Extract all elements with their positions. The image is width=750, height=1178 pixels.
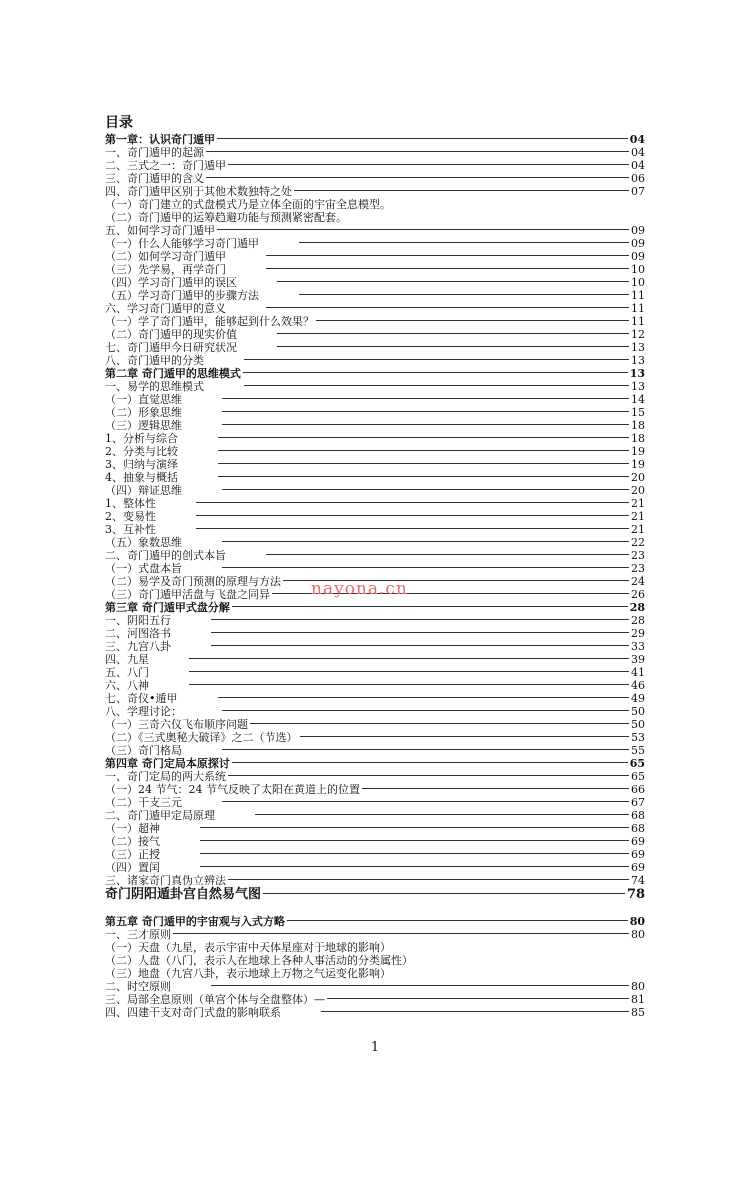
toc-leader-line (211, 632, 629, 633)
toc-entry[interactable] (105, 523, 645, 536)
toc-entry-page: 69 (631, 835, 645, 848)
toc-entry-page: 65 (631, 770, 645, 783)
toc-entry-title: 二、奇门遁甲定局原理 (105, 809, 215, 822)
toc-leader-line (266, 255, 629, 256)
toc-entry[interactable] (105, 393, 645, 406)
toc-entry-page: 68 (631, 809, 645, 822)
toc-entry-title: 三、诸家奇门真伪立辨法 (105, 874, 226, 887)
toc-entry-page: 33 (631, 640, 645, 653)
toc-entry[interactable] (105, 250, 645, 263)
toc-entry-title: 第五章 奇门遁甲的宇宙观与入式方略 (105, 915, 285, 928)
toc-entry[interactable] (105, 861, 645, 874)
toc-entry-page: 19 (631, 445, 645, 458)
toc-leader-line (211, 619, 629, 620)
toc-leader-line (218, 697, 630, 698)
toc-leader-line (222, 424, 629, 425)
toc-entry-title: 三、局部全息原则（单宫个体与全盘整体）— (105, 993, 325, 1006)
toc-entry[interactable] (105, 367, 645, 380)
toc-leader-line (250, 723, 629, 724)
toc-entry[interactable] (105, 614, 645, 627)
toc-leader-line (244, 359, 629, 360)
toc-entry[interactable] (105, 341, 645, 354)
toc-entry[interactable] (105, 770, 645, 783)
toc-entry-page: 13 (631, 380, 645, 393)
toc-leader-line (316, 320, 629, 321)
toc-entry[interactable] (105, 497, 645, 510)
toc-entry-page: 15 (631, 406, 645, 419)
toc-leader-line (300, 736, 630, 737)
toc-leader-line (200, 840, 629, 841)
toc-entry-page: 85 (631, 1006, 645, 1019)
toc-entry-title: 三、九宫八卦 (105, 640, 171, 653)
toc-leader-line (222, 801, 629, 802)
toc-entry-page: 29 (631, 627, 645, 640)
toc-entry[interactable] (105, 835, 645, 848)
toc-leader-line (277, 333, 629, 334)
toc-leader-line (277, 281, 629, 282)
toc-leader-line (244, 385, 629, 386)
toc-entry-page: 23 (631, 562, 645, 575)
toc-leader-line (263, 893, 625, 894)
toc-entry[interactable] (105, 159, 645, 172)
toc-entry[interactable] (105, 354, 645, 367)
toc-leader-line (189, 658, 629, 659)
toc-leader-line (189, 671, 629, 672)
toc-entry-title: （一）三奇六仪飞布顺序问题 (105, 718, 248, 731)
toc-entry-title: 一、三才原则 (105, 928, 171, 941)
toc-leader-line (211, 645, 629, 646)
toc-entry-page: 68 (631, 822, 645, 835)
toc-entry-page: 80 (629, 915, 645, 928)
toc-entry[interactable] (105, 809, 645, 822)
toc-entry[interactable] (105, 848, 645, 861)
toc-entry-title: 三、奇门遁甲的含义 (105, 172, 204, 185)
toc-entry-title: （三）正授 (105, 848, 160, 861)
toc-entry-page: 74 (631, 874, 645, 887)
toc-entry-title: （四）辩证思维 (105, 484, 182, 497)
toc-entry[interactable] (105, 915, 645, 928)
toc-entry-title: 3、归纳与演绎 (105, 458, 178, 471)
toc-entry[interactable] (105, 967, 645, 980)
toc-entry-page: 10 (631, 263, 645, 276)
toc-leader-line (200, 853, 629, 854)
toc-entry-title: 四、四建干支对奇门式盘的影响联系 (105, 1006, 281, 1019)
toc-entry-page: 80 (631, 980, 645, 993)
toc-entry-page: 81 (631, 993, 645, 1006)
toc-entry[interactable] (105, 211, 645, 224)
toc-entry-page: 23 (631, 549, 645, 562)
toc-entry[interactable] (105, 928, 645, 941)
toc-entry[interactable] (105, 666, 645, 679)
toc-entry[interactable] (105, 146, 645, 159)
toc-entry-page: 80 (631, 928, 645, 941)
toc-entry-title: 二、三式之一：奇门遁甲 (105, 159, 226, 172)
toc-entry-title: （二）易学及奇门预测的原理与方法 (105, 575, 281, 588)
toc-leader-line (206, 151, 629, 152)
toc-entry[interactable] (105, 458, 645, 471)
toc-entry[interactable] (105, 627, 645, 640)
toc-entry-title: （三）地盘（九宫八卦，表示地球上万物之气运变化影响） (105, 967, 391, 980)
toc-entry-page: 13 (631, 354, 645, 367)
toc-entry[interactable] (105, 328, 645, 341)
toc-entry-page: 55 (631, 744, 645, 757)
toc-entry-page: 50 (631, 705, 645, 718)
toc-entry-page: 04 (631, 146, 645, 159)
toc-leader-line (327, 998, 629, 999)
watermark: nayona.cn (311, 579, 408, 599)
toc-leader-line (321, 1011, 629, 1012)
toc-leader-line (218, 437, 629, 438)
toc-entry[interactable] (105, 744, 645, 757)
toc-entry-title: （四）学习奇门遁甲的误区 (105, 276, 237, 289)
toc-entry-title: （二）奇门遁甲的运筹趋避功能与预测紧密配套。 (105, 211, 347, 224)
toc-entry[interactable] (105, 471, 645, 484)
toc-entry-page: 10 (631, 276, 645, 289)
toc-entry-page: 46 (631, 679, 645, 692)
toc-leader-line (200, 866, 629, 867)
toc-leader-line (222, 749, 629, 750)
toc-entry-page: 18 (631, 419, 645, 432)
toc-entry[interactable] (105, 380, 645, 393)
toc-entry-page: 28 (631, 614, 645, 627)
toc-entry-page: 26 (631, 588, 645, 601)
toc-leader-line (277, 346, 629, 347)
toc-entry-title: 一、奇门遁甲的起源 (105, 146, 204, 159)
toc-entry-page: 21 (631, 497, 645, 510)
toc-entry-page: 18 (631, 432, 645, 445)
toc-entry-title: 奇门阴阳遁卦宫自然易气图 (105, 887, 262, 902)
toc-entry-page: 53 (631, 731, 645, 744)
toc-leader-line (243, 372, 628, 373)
toc-entry-title: （三）奇门遁甲活盘与飞盘之同异 (105, 588, 270, 601)
toc-entry-page: 69 (631, 848, 645, 861)
toc-entry[interactable] (105, 954, 645, 967)
toc-entry[interactable] (105, 993, 645, 1006)
toc-entry-title: （一）学了奇门遁甲，能够起到什么效果？ (105, 315, 314, 328)
toc-entry[interactable] (105, 601, 645, 614)
toc-entry-title: （三）逻辑思维 (105, 419, 182, 432)
toc-entry-title: （三）奇门格局 (105, 744, 182, 757)
toc-entry-page: 78 (626, 887, 645, 902)
toc-leader-line (232, 606, 628, 607)
toc-entry-title: （一）天盘（九星，表示宇宙中天体星座对于地球的影响） (105, 941, 391, 954)
toc-leader-line (299, 242, 629, 243)
toc-entry[interactable] (105, 941, 645, 954)
toc-entry[interactable] (105, 224, 645, 237)
toc-entry-title: （一）式盘本旨 (105, 562, 182, 575)
toc-entry[interactable] (105, 419, 645, 432)
toc-leader-line (206, 177, 629, 178)
toc-entry-title: （一）直觉思维 (105, 393, 182, 406)
toc-entry[interactable] (105, 185, 645, 198)
toc-entry-page: 21 (631, 523, 645, 536)
toc-leader-line (299, 294, 629, 295)
toc-entry-page: 09 (631, 250, 645, 263)
toc-leader-line (266, 307, 629, 308)
toc-page (105, 114, 645, 1019)
page-number: 1 (370, 1040, 380, 1055)
toc-entry-title: （一）什么人能够学习奇门遁甲 (105, 237, 259, 250)
toc-entry[interactable] (105, 289, 645, 302)
toc-entry-title: 一、阴阳五行 (105, 614, 171, 627)
toc-entry-page: 12 (631, 328, 645, 341)
toc-entry-page: 14 (631, 393, 645, 406)
toc-entry-page: 13 (629, 367, 645, 380)
toc-entry[interactable] (105, 237, 645, 250)
toc-leader-line (218, 463, 629, 464)
toc-entry-title: 八、奇门遁甲的分类 (105, 354, 204, 367)
toc-entry-title: 四、九星 (105, 653, 149, 666)
toc-entry-page: 11 (631, 302, 645, 315)
toc-entry-title: 二、奇门遁甲的创式本旨 (105, 549, 226, 562)
toc-entry-title: 四、奇门遁甲区别于其他术数独特之处 (105, 185, 292, 198)
toc-entry-page: 28 (629, 601, 645, 614)
toc-leader-line (173, 933, 629, 934)
toc-entry[interactable] (105, 172, 645, 185)
toc-entry[interactable] (105, 887, 645, 903)
toc-entry[interactable] (105, 705, 645, 718)
toc-leader-line (255, 814, 629, 815)
toc-entry[interactable] (105, 133, 645, 146)
toc-entry-page: 50 (631, 718, 645, 731)
toc-entry[interactable] (105, 302, 645, 315)
toc-entry-page: 13 (631, 341, 645, 354)
toc-entry[interactable] (105, 432, 645, 445)
toc-entry-title: （五）象数思维 (105, 536, 182, 549)
toc-leader-line (218, 450, 629, 451)
toc-leader-line (217, 229, 629, 230)
toc-entry-title: （二）人盘（八门，表示人在地球上各种人事活动的分类属性） (105, 954, 413, 967)
toc-entry-page: 39 (631, 653, 645, 666)
toc-leader-line (222, 398, 629, 399)
toc-leader-line (266, 268, 629, 269)
toc-entry-title: 第四章 奇门定局本原探讨 (105, 757, 230, 770)
toc-entry-title: 1、分析与综合 (105, 432, 178, 445)
toc-entry[interactable] (105, 562, 645, 575)
toc-leader-line (228, 879, 629, 880)
toc-entry-title: （二）形象思维 (105, 406, 182, 419)
toc-leader-line (232, 762, 628, 763)
toc-entry[interactable] (105, 549, 645, 562)
toc-entry[interactable] (105, 796, 645, 809)
toc-leader-line (196, 515, 629, 516)
toc-entry-page: 69 (631, 861, 645, 874)
toc-entry-page: 24 (631, 575, 645, 588)
toc-entry-title: 2、分类与比较 (105, 445, 178, 458)
toc-entry-title: 七、奇仪•遁甲 (105, 692, 178, 705)
toc-entry[interactable] (105, 263, 645, 276)
toc-entry-title: （二）接气 (105, 835, 160, 848)
toc-entry[interactable] (105, 731, 645, 744)
toc-entry-page: 06 (631, 172, 645, 185)
toc-entry-title: 第二章 奇门遁甲的思维模式 (105, 367, 241, 380)
toc-leader-line (266, 554, 629, 555)
toc-entry[interactable] (105, 653, 645, 666)
toc-entry-page: 22 (631, 536, 645, 549)
toc-entry-page: 11 (631, 315, 645, 328)
toc-entry-page: 09 (631, 237, 645, 250)
toc-entry[interactable] (105, 406, 645, 419)
toc-entry-title: （一）奇门建立的式盘模式乃是立体全面的宇宙全息模型。 (105, 198, 391, 211)
toc-entry-title: 五、如何学习奇门遁甲 (105, 224, 215, 237)
toc-entry-title: （五）学习奇门遁甲的步骤方法 (105, 289, 259, 302)
toc-entry[interactable] (105, 276, 645, 289)
toc-entry-title: 二、时空原则 (105, 980, 171, 993)
toc-entry-title: 第一章：认识奇门遁甲 (105, 133, 215, 146)
toc-entry-title: （三）先学易，再学奇门 (105, 263, 226, 276)
toc-entry-title: （四）置闰 (105, 861, 160, 874)
toc-entry[interactable] (105, 679, 645, 692)
toc-entry-title: 八、学理讨论： (105, 705, 182, 718)
toc-list (105, 133, 645, 1019)
toc-entry-title: 3、互补性 (105, 523, 156, 536)
toc-entry[interactable] (105, 874, 645, 887)
toc-entry-title: （二）《三式奥秘大破译》之二（节选） (105, 731, 298, 744)
toc-leader-line (196, 502, 629, 503)
toc-leader-line (228, 775, 629, 776)
toc-entry-page: 49 (631, 692, 645, 705)
toc-entry-title: 七、奇门遁甲今日研究状况 (105, 341, 237, 354)
toc-entry-page: 66 (631, 783, 645, 796)
toc-leader-line (362, 788, 629, 789)
toc-leader-line (217, 138, 628, 139)
toc-entry-page: 20 (631, 471, 645, 484)
toc-leader-line (200, 827, 629, 828)
toc-entry[interactable] (105, 718, 645, 731)
toc-entry[interactable] (105, 198, 645, 211)
toc-entry[interactable] (105, 445, 645, 458)
toc-entry-page: 19 (631, 458, 645, 471)
toc-entry-title: （一）24 节气：24 节气反映了太阳在黄道上的位置 (105, 783, 360, 796)
toc-entry-title: （二）如何学习奇门遁甲 (105, 250, 226, 263)
toc-entry-title: 第三章 奇门遁甲式盘分解 (105, 601, 230, 614)
toc-entry-page: 65 (629, 757, 645, 770)
toc-entry[interactable] (105, 783, 645, 796)
toc-entry-page: 20 (631, 484, 645, 497)
toc-entry-title: 五、八门 (105, 666, 149, 679)
toc-leader-line (218, 476, 629, 477)
toc-entry-title: 2、变易性 (105, 510, 156, 523)
toc-entry-title: 4、抽象与概括 (105, 471, 178, 484)
toc-entry[interactable] (105, 822, 645, 835)
toc-leader-line (222, 541, 629, 542)
toc-leader-line (222, 567, 629, 568)
toc-entry[interactable] (105, 1006, 645, 1019)
toc-leader-line (222, 411, 629, 412)
toc-entry-title: 一、易学的思维模式 (105, 380, 204, 393)
toc-entry-page: 21 (631, 510, 645, 523)
toc-title: 目录 (105, 115, 133, 131)
toc-leader-line (196, 528, 629, 529)
toc-entry-page: 09 (631, 224, 645, 237)
toc-entry[interactable] (105, 510, 645, 523)
toc-entry-title: （二）奇门遁甲的现实价值 (105, 328, 237, 341)
toc-entry-title: 一、奇门定局的两大系统 (105, 770, 226, 783)
toc-entry[interactable] (105, 692, 645, 705)
toc-leader-line (287, 920, 628, 921)
toc-leader-line (222, 710, 629, 711)
toc-leader-line (222, 489, 629, 490)
toc-entry[interactable] (105, 640, 645, 653)
toc-entry[interactable] (105, 484, 645, 497)
toc-entry-page: 07 (631, 185, 645, 198)
toc-entry-page: 11 (631, 289, 645, 302)
toc-entry-title: 六、学习奇门遁甲的意义 (105, 302, 226, 315)
toc-entry-page: 04 (629, 133, 645, 146)
toc-entry[interactable] (105, 980, 645, 993)
toc-leader-line (294, 190, 629, 191)
toc-entry-title: 1、整体性 (105, 497, 156, 510)
toc-entry-page: 41 (631, 666, 645, 679)
toc-entry-title: 六、八神 (105, 679, 149, 692)
toc-entry-title: 二、河图洛书 (105, 627, 171, 640)
toc-entry-page: 04 (631, 159, 645, 172)
toc-entry-page: 67 (631, 796, 645, 809)
toc-leader-line (228, 164, 629, 165)
toc-entry-title: （二）干支三元 (105, 796, 182, 809)
toc-entry-title: （一）超神 (105, 822, 160, 835)
toc-entry[interactable] (105, 536, 645, 549)
toc-entry[interactable] (105, 757, 645, 770)
toc-entry[interactable] (105, 315, 645, 328)
toc-leader-line (211, 985, 629, 986)
toc-leader-line (189, 684, 629, 685)
